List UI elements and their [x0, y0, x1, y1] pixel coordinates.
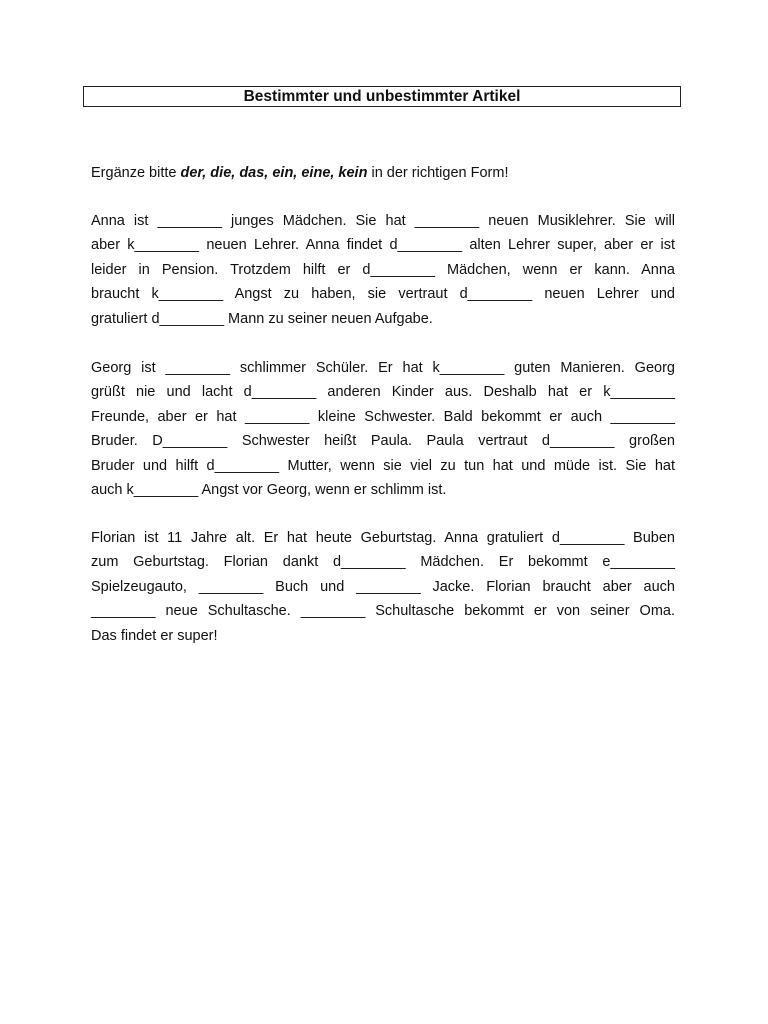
instruction-word-list: der, die, das, ein, eine, kein	[180, 165, 368, 181]
paragraph-line: Das findet er super!	[91, 627, 218, 644]
paragraph-line: auch k________ Angst vor Georg, wenn er schlimm ist.	[91, 481, 447, 498]
paragraph-florian	[91, 526, 675, 648]
paragraph-line: Georg ist ________ schlimmer Schüler. Er hat k________ guten Manieren. Georg	[91, 360, 675, 376]
paragraph-line: Florian ist 11 Jahre alt. Er hat heute Geburtstag. Anna gratuliert d________ Buben	[91, 530, 675, 546]
paragraph-line: Freunde, aber er hat ________ kleine Schwester. Bald bekommt er auch ________	[91, 408, 675, 425]
paragraph-line: Bruder und hilft d________ Mutter, wenn sie viel zu tun hat und müde ist. Sie hat	[91, 457, 675, 474]
paragraph-anna	[91, 209, 675, 331]
paragraph-line: ________ neue Schultasche. ________ Schultasche bekommt er von seiner Oma.	[91, 603, 675, 620]
paragraph-line: gratuliert d________ Mann zu seiner neuen Aufgabe.	[91, 310, 433, 327]
paragraph-line: Spielzeugauto, ________ Buch und ________ Jacke. Florian braucht aber auch	[91, 578, 675, 595]
paragraph-line: braucht k________ Angst zu haben, sie vertraut d________ neuen Lehrer und	[91, 286, 675, 303]
paragraph-line: aber k________ neuen Lehrer. Anna findet d________ alten Lehrer super, aber er ist	[91, 237, 675, 254]
paragraph-line: Anna ist ________ junges Mädchen. Sie hat ________ neuen Musiklehrer. Sie will	[91, 213, 675, 229]
paragraph-line: zum Geburtstag. Florian dankt d________ Mädchen. Er bekommt e________	[91, 554, 675, 571]
paragraph-line: leider in Pension. Trotzdem hilft er d________ Mädchen, wenn er kann. Anna	[91, 261, 675, 278]
paragraph-georg	[91, 356, 675, 502]
instruction-before: Ergänze bitte	[91, 165, 177, 181]
instruction-after: in der richtigen Form!	[371, 165, 509, 181]
paragraph-line: grüßt nie und lacht d________ anderen Kinder aus. Deshalb hat er k________	[91, 384, 675, 401]
worksheet-title: Bestimmter und unbestimmter Artikel	[83, 86, 681, 107]
paragraph-line: Bruder. D________ Schwester heißt Paula. Paula vertraut d________ großen	[91, 433, 675, 450]
instruction	[91, 164, 681, 182]
